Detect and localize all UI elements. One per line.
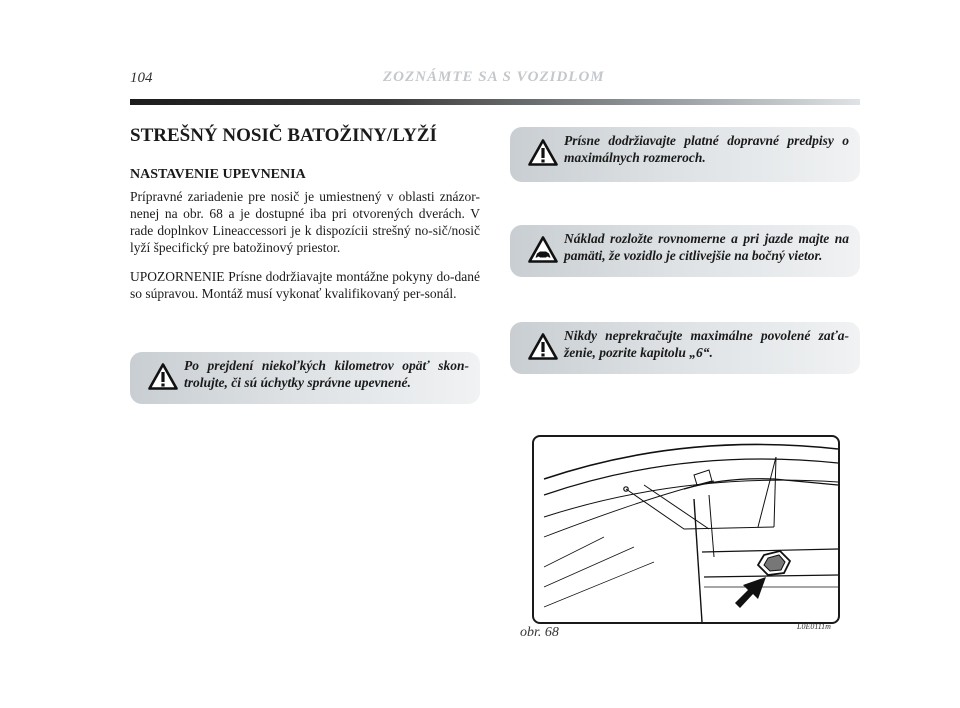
car-caution-icon — [528, 236, 558, 268]
warning-triangle-icon — [148, 363, 178, 395]
warning-text: Náklad rozložte rovnomerne a pri jazde majte na pamäti, že vozidlo je citlivejšie na bočný vietor. — [564, 231, 849, 263]
warning-box — [130, 352, 480, 404]
page-number: 104 — [130, 70, 153, 86]
warning-text: Nikdy neprekračujte maximálne povolené zaťa-ženie, pozrite kapitolu „6“. — [564, 328, 849, 360]
subsection-title: NASTAVENIE UPEVNENIA — [130, 167, 306, 182]
figure-illustration — [532, 435, 840, 624]
warning-box — [510, 322, 860, 374]
section-title: STREŠNÝ NOSIČ BATOŽINY/LYŽÍ — [130, 125, 437, 146]
running-title: ZOZNÁMTE SA S VOZIDLOM — [383, 69, 605, 85]
body-paragraph: UPOZORNENIE Prísne dodržiavajte montážne pokyny do-dané so súpravou. Montáž musí vykonať kvalifikovaný per-sonál. — [130, 269, 480, 301]
warning-triangle-icon — [528, 333, 558, 365]
warning-box — [510, 225, 860, 277]
warning-triangle-icon — [528, 139, 558, 171]
roof-mount-drawing — [534, 437, 838, 622]
warning-text: Po prejdení niekoľkých kilometrov opäť skon-trolujte, či sú úchytky správne upevnené. — [184, 358, 469, 390]
warning-box — [510, 127, 860, 182]
header-rule — [130, 99, 860, 105]
figure-caption: obr. 68 — [520, 625, 559, 640]
figure-code: L0E0111m — [797, 622, 831, 631]
warning-text: Prísne dodržiavajte platné dopravné predpisy o maximálnych rozmeroch. — [564, 133, 849, 165]
body-paragraph: Prípravné zariadenie pre nosič je umiestnený v oblasti znázor-nenej na obr. 68 a je dostupné iba pri otvorených dverách. V rade doplnkov Lineaccessori je k dispozícii strešný no-sič/nosič lyží špecifický pre batožinový priestor. — [130, 189, 480, 255]
